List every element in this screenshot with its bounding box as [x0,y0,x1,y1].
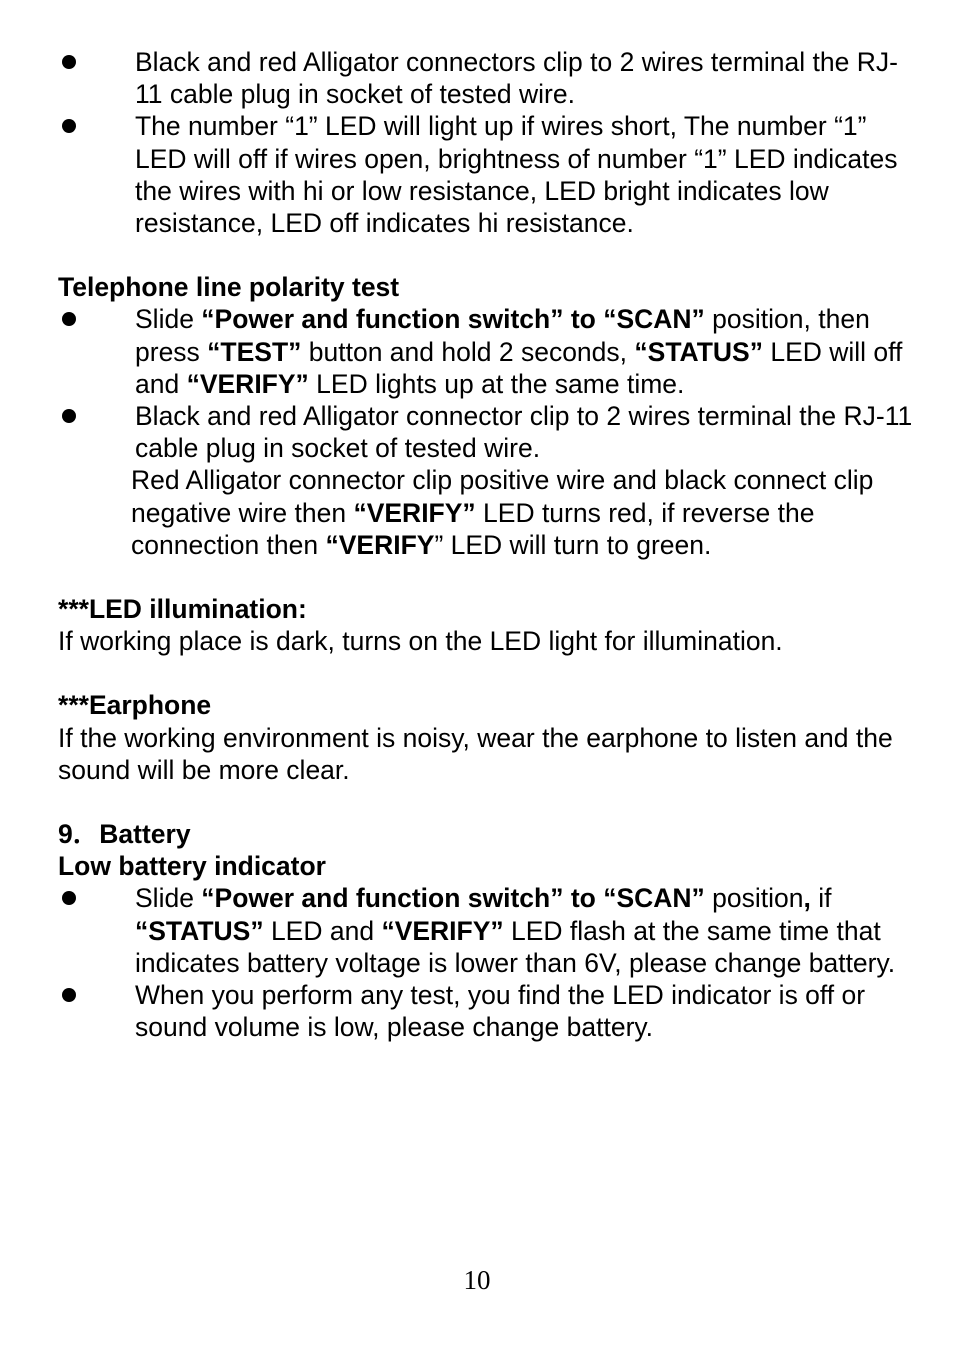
subheading-low-battery: Low battery indicator [58,851,326,882]
earphone-text: If the working environment is noisy, wear the earphone to listen and the sound will be more clear. [58,722,893,785]
page-number: 10 [463,1265,491,1295]
list-item: Slide “Power and function switch” to “SCAN” position, then press “TEST” button and hold 2 seconds, “STATUS” LED will off and “VERIFY” LED lights up at the same time. [58,303,918,400]
bullet-icon [62,988,76,1002]
section-heading-polarity: Telephone line polarity test [58,272,400,303]
bullet-icon [62,891,76,905]
section-heading-led: ***LED illumination: [58,594,307,625]
list-item: When you perform any test, you find the LED indicator is off or sound volume is low, please change battery. [58,979,918,1043]
list-item: Black and red Alligator connectors clip to 2 wires terminal the RJ-11 cable plug in socket of tested wire. [58,46,918,110]
section-heading-earphone: ***Earphone [58,690,212,721]
list-item: Slide “Power and function switch” to “SCAN” position, if “STATUS” LED and “VERIFY” LED flash at the same time that indicates battery voltage is lower than 6V, please change battery. [58,882,918,979]
list-item: Black and red Alligator connector clip to 2 wires terminal the RJ-11 cable plug in socket of tested wire. [58,400,918,464]
polarity-continuation: Red Alligator connector clip positive wire and black connect clip negative wire then “VERIFY” LED turns red, if reverse the connection then “VERIFY” LED will turn to green. [131,465,874,560]
bullet-icon [62,119,76,133]
led-text: If working place is dark, turns on the LED light for illumination. [58,626,783,657]
list-item: The number “1” LED will light up if wires short, The number “1” LED will off if wires open, brightness of number “1” LED indicates the wires with hi or low resistance, LED bright indicates low resistance, LED off indicates hi resistance. [58,110,918,239]
section-heading-battery: 9．Battery [58,819,191,850]
bullet-icon [62,409,76,423]
bullet-icon [62,55,76,69]
bullet-icon [62,312,76,326]
manual-page [58,46,918,1043]
